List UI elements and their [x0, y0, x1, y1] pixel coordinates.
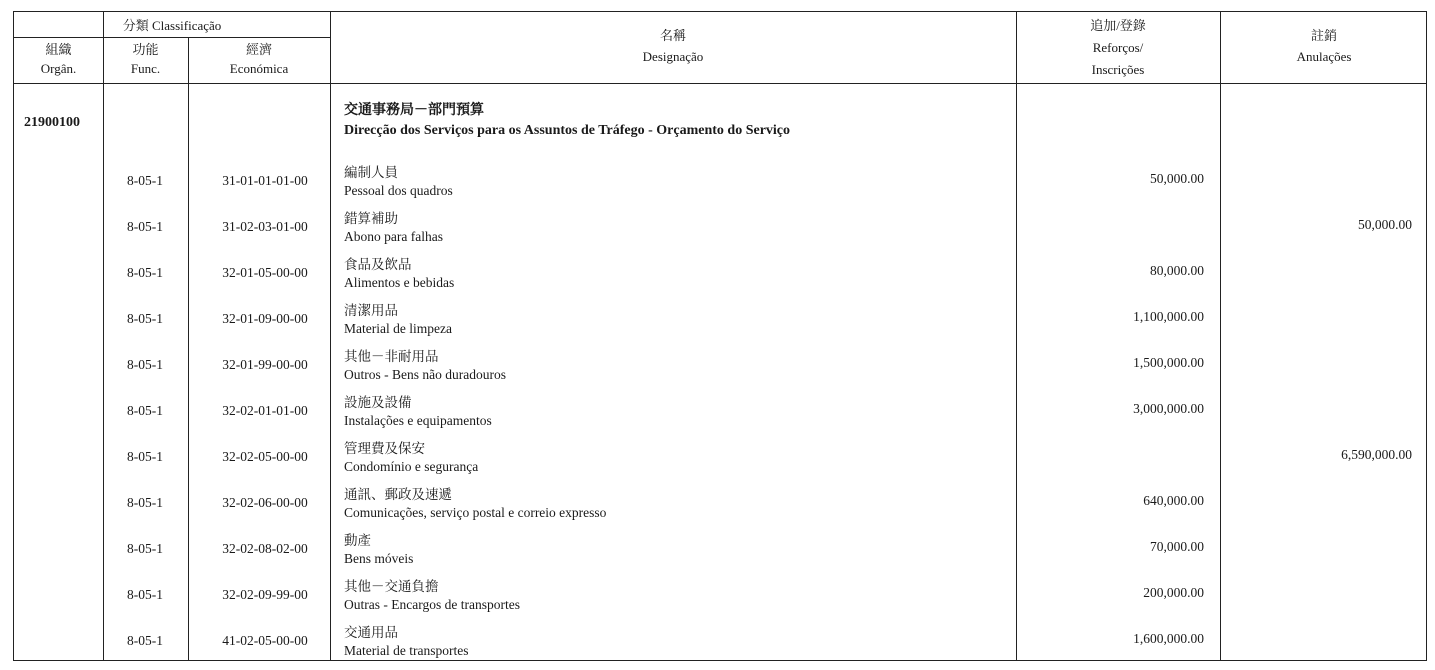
item-name-pt: Abono para falhas	[344, 229, 443, 244]
item-name-pt: Condomínio e segurança	[344, 459, 479, 474]
econ-code: 32-02-05-00-00	[222, 449, 308, 464]
item-name-zh: 其他－交通負擔	[344, 579, 439, 594]
section-title-pt: Direcção dos Serviços para os Assuntos de Tráfego - Orçamento do Serviço	[344, 123, 791, 138]
item-name-zh: 交通用品	[344, 625, 398, 640]
econ-code: 32-01-09-00-00	[222, 311, 308, 326]
item-name-zh: 管理費及保安	[344, 441, 425, 456]
func-code: 8-05-1	[127, 173, 163, 188]
func-code: 8-05-1	[127, 357, 163, 372]
reforco-amount: 1,500,000.00	[1133, 355, 1204, 370]
anulacao-amount: 50,000.00	[1358, 217, 1412, 232]
func-header-zh: 功能	[132, 42, 159, 57]
org-code: 21900100	[24, 115, 80, 130]
reforcos-header-pt2: Inscrições	[1091, 62, 1145, 77]
reforco-amount: 1,100,000.00	[1133, 309, 1204, 324]
col-divider	[103, 12, 104, 660]
section-title-zh: 交通事務局－部門預算	[344, 103, 484, 118]
header-bottom-line	[14, 83, 1426, 84]
item-name-pt: Outros - Bens não duradouros	[344, 367, 506, 382]
econ-code: 32-01-99-00-00	[222, 357, 308, 372]
item-name-pt: Pessoal dos quadros	[344, 183, 453, 198]
item-name-pt: Alimentos e bebidas	[344, 275, 455, 290]
func-code: 8-05-1	[127, 587, 163, 602]
reforco-amount: 70,000.00	[1150, 539, 1204, 554]
org-header-zh: 組織	[45, 42, 72, 57]
item-name-pt: Outras - Encargos de transportes	[344, 597, 520, 612]
item-name-zh: 清潔用品	[344, 303, 398, 318]
func-code: 8-05-1	[127, 495, 163, 510]
item-name-pt: Bens móveis	[344, 551, 414, 566]
econ-header-zh: 經濟	[245, 42, 272, 57]
reforco-amount: 3,000,000.00	[1133, 401, 1204, 416]
func-code: 8-05-1	[127, 541, 163, 556]
func-code: 8-05-1	[127, 633, 163, 648]
item-name-pt: Instalações e equipamentos	[344, 413, 492, 428]
header-sub-divider	[14, 37, 330, 38]
col-divider	[188, 37, 189, 660]
reforco-amount: 640,000.00	[1143, 493, 1204, 508]
reforcos-header-zh: 追加/登錄	[1090, 18, 1146, 33]
item-name-zh: 動產	[344, 533, 371, 548]
item-name-zh: 其他－非耐用品	[344, 349, 439, 364]
econ-code: 32-02-06-00-00	[222, 495, 308, 510]
col-divider	[330, 12, 331, 660]
func-header-pt: Func.	[130, 61, 161, 76]
func-code: 8-05-1	[127, 311, 163, 326]
anul-header-zh: 註銷	[1310, 28, 1337, 43]
func-code: 8-05-1	[127, 265, 163, 280]
col-divider	[1220, 12, 1221, 660]
reforco-amount: 50,000.00	[1150, 171, 1204, 186]
item-name-pt: Comunicações, serviço postal e correio expresso	[344, 505, 607, 520]
budget-table	[13, 11, 1427, 661]
item-name-zh: 食品及飲品	[344, 257, 412, 272]
item-name-zh: 設施及設備	[344, 395, 412, 410]
item-name-pt: Material de transportes	[344, 643, 469, 658]
item-name-zh: 通訊、郵政及速遞	[344, 487, 452, 502]
reforco-amount: 80,000.00	[1150, 263, 1204, 278]
col-divider	[1016, 12, 1017, 660]
func-code: 8-05-1	[127, 403, 163, 418]
name-header-pt: Designação	[642, 49, 704, 64]
item-name-zh: 錯算補助	[344, 211, 398, 226]
reforcos-header-pt1: Reforços/	[1092, 40, 1144, 55]
func-code: 8-05-1	[127, 449, 163, 464]
org-header-pt: Orgân.	[40, 61, 77, 76]
anul-header-pt: Anulações	[1296, 49, 1352, 64]
classificacao-header: 分類 Classificação	[122, 18, 222, 33]
anulacao-amount: 6,590,000.00	[1341, 447, 1412, 462]
item-name-pt: Material de limpeza	[344, 321, 452, 336]
econ-code: 32-02-09-99-00	[222, 587, 308, 602]
econ-code: 31-01-01-01-00	[222, 173, 308, 188]
func-code: 8-05-1	[127, 219, 163, 234]
reforco-amount: 1,600,000.00	[1133, 631, 1204, 646]
econ-code: 31-02-03-01-00	[222, 219, 308, 234]
item-name-zh: 編制人員	[344, 165, 398, 180]
name-header-zh: 名稱	[659, 28, 686, 43]
econ-code: 32-02-01-01-00	[222, 403, 308, 418]
econ-header-pt: Económica	[229, 61, 289, 76]
econ-code: 32-01-05-00-00	[222, 265, 308, 280]
reforco-amount: 200,000.00	[1143, 585, 1204, 600]
econ-code: 41-02-05-00-00	[222, 633, 308, 648]
econ-code: 32-02-08-02-00	[222, 541, 308, 556]
